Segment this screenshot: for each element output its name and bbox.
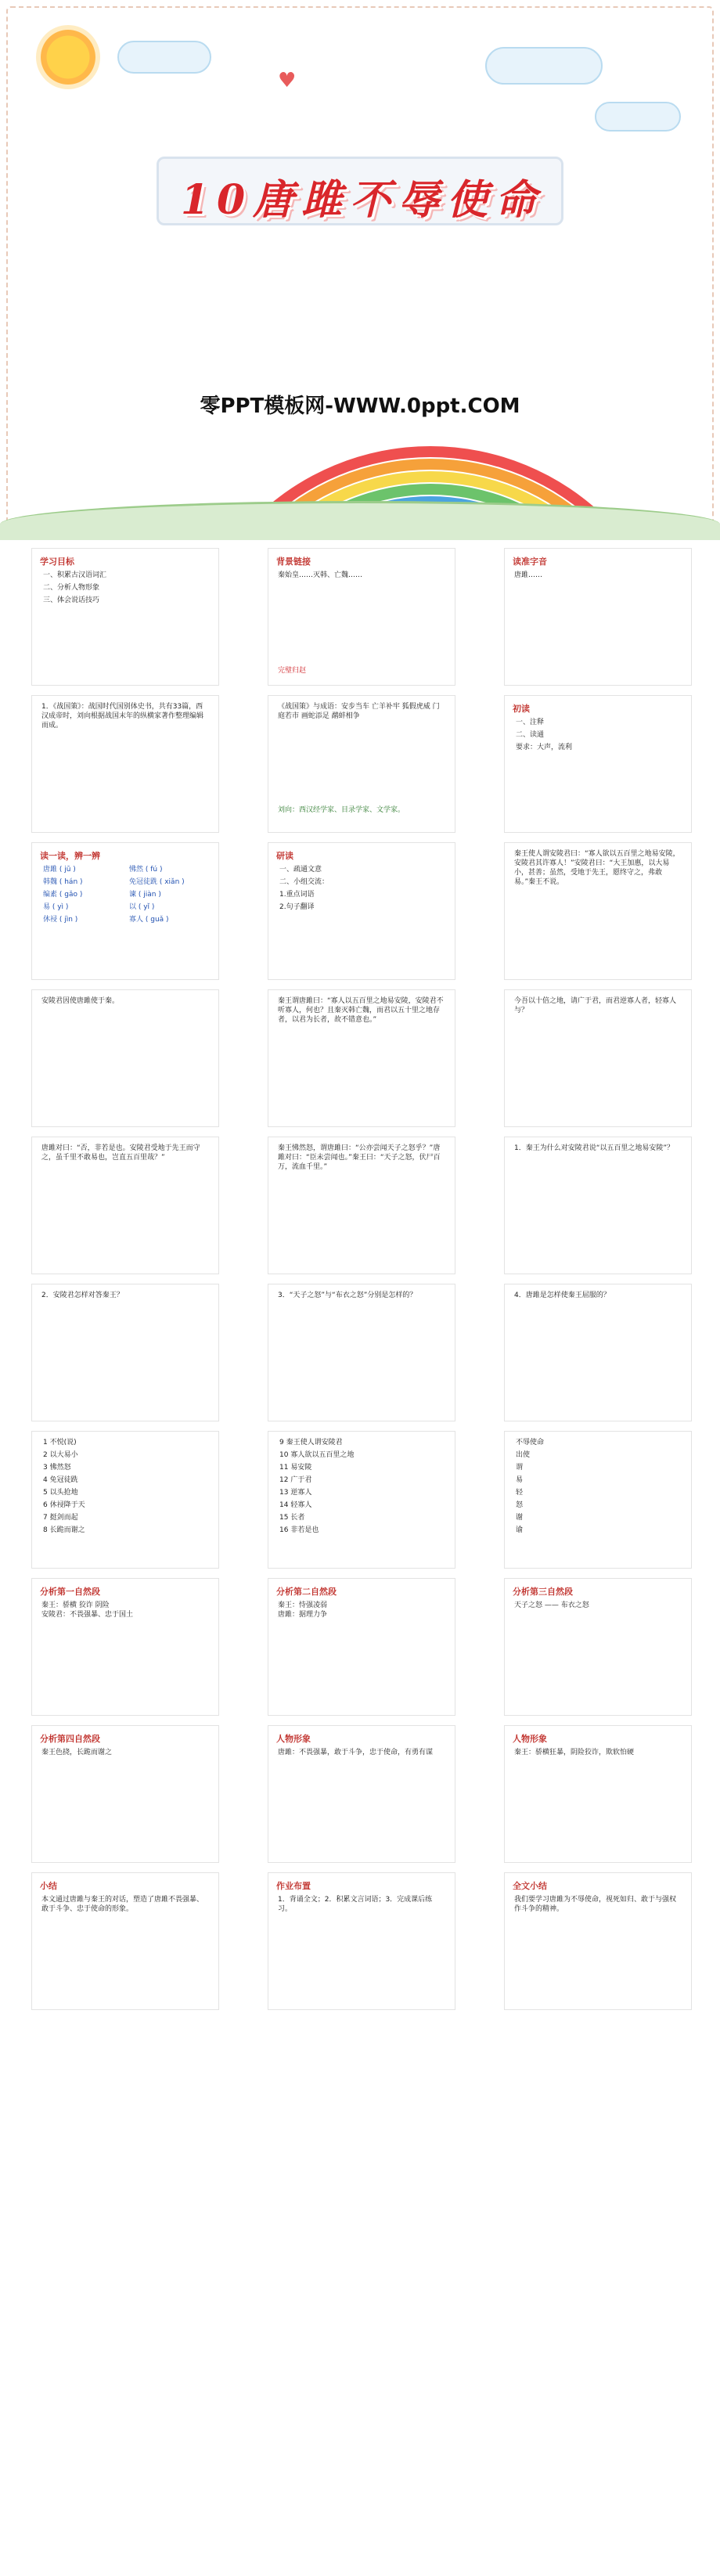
slide-text: 秦王谓唐雎曰：“寡人以五百里之地易安陵，安陵君不听寡人，何也？且秦灭韩亡魏，而君以五十里之地存者，以君为长者，故不错意也。”: [278, 997, 444, 1024]
pinyin-row: 韩魏 ( hán ): [43, 878, 83, 886]
slide-title: 小结: [40, 1881, 57, 1891]
slide-text: 1．秦王为什么对安陵君说“以五百里之地易安陵”？: [514, 1144, 675, 1152]
slide-text: 唐雎对曰：“否，非若是也。安陵君受地于先王而守之，虽千里不敢易也，岂直五百里哉？”: [41, 1144, 200, 1162]
slide-title: 全文小结: [513, 1881, 547, 1891]
slide-line: 二、读通: [516, 731, 545, 739]
slide-line: 5 以头抢地: [43, 1489, 78, 1497]
slide-goals[interactable]: [31, 548, 219, 686]
slide-line: 谓: [516, 1464, 524, 1472]
slide-text: 秦王怫然怒，谓唐雎曰：“公亦尝闻天子之怒乎？”唐雎对曰：“臣未尝闻也。”秦王曰：“天子之怒，伏尸百万，流血千里。”: [278, 1144, 441, 1171]
pinyin-row: 唐雎 ( jū ): [43, 866, 76, 874]
pinyin-row: 怫然 ( fú ): [129, 866, 163, 874]
pinyin-row: 寡人 ( guǎ ): [129, 916, 169, 924]
slide-line: 6 休祲降于天: [43, 1501, 85, 1509]
slide-text: 3．“天子之怒”与“布衣之怒”分别是怎样的？: [278, 1292, 417, 1299]
cover-slide: [0, 0, 720, 540]
cloud-icon: [117, 41, 211, 74]
slide-read1[interactable]: [504, 695, 692, 833]
slide-line: 轻: [516, 1489, 524, 1497]
slide-line: 要求：大声，流利: [516, 744, 573, 751]
slide-line: 3 怫然怒: [43, 1464, 71, 1472]
slide-line: 12 广于君: [279, 1476, 312, 1484]
slide-text: 唐雎……: [514, 571, 543, 579]
slide-line: 11 易安陵: [279, 1464, 312, 1472]
slide-line: 一、积累古汉语词汇: [43, 571, 107, 579]
slide-line: 易: [516, 1476, 524, 1484]
slide-idioms[interactable]: [504, 1431, 692, 1569]
pinyin-row: 休祲 ( jìn ): [43, 916, 78, 924]
slide-line: 16 非若是也: [279, 1526, 319, 1534]
slide-character1[interactable]: [268, 1725, 455, 1863]
slide-title: 研读: [276, 851, 293, 861]
slide-author[interactable]: [504, 548, 692, 686]
slide-text: 我们要学习唐雎为不辱使命，视死如归、敢于与强权作斗争的精神。: [514, 1896, 677, 1913]
slide-ending[interactable]: [504, 1872, 692, 2010]
pinyin-row: 免冠徒跣 ( xiǎn ): [129, 878, 185, 886]
slide-title: 分析第四自然段: [40, 1734, 100, 1744]
cover-border: [6, 6, 714, 534]
slide-text: 2．安陵君怎样对答秦王？: [41, 1292, 124, 1299]
slide-text: 秦王色挠，长跪而谢之: [41, 1749, 113, 1756]
slide-translate2[interactable]: [504, 989, 692, 1127]
slide-title: 作业布置: [276, 1881, 311, 1891]
slide-line: 怒: [516, 1501, 524, 1509]
slide-analysis[interactable]: [31, 1578, 219, 1716]
slide-line: 1.重点词语: [279, 891, 315, 899]
slide-summary[interactable]: [31, 1872, 219, 2010]
sun-icon: [41, 30, 95, 85]
slide-q1[interactable]: [504, 1137, 692, 1274]
slide-line: 7 挺剑而起: [43, 1514, 78, 1522]
slide-character2[interactable]: [504, 1725, 692, 1863]
slide-passage2[interactable]: [31, 989, 219, 1127]
slide-q4[interactable]: [504, 1284, 692, 1421]
slide-text: 秦王：骄横 狡诈 阴险 安陵君：不畏强暴、忠于国土: [41, 1601, 134, 1619]
slide-text: 4．唐雎是怎样使秦王屈服的？: [514, 1292, 610, 1299]
slide-analysis2[interactable]: [268, 1578, 455, 1716]
slide-line: 二、分析人物形象: [43, 584, 100, 592]
slide-text: 秦王：恃强凌弱 唐雎：据理力争: [278, 1601, 328, 1619]
slide-line: 10 寡人欲以五百里之地: [279, 1451, 355, 1459]
slide-homework[interactable]: [268, 1872, 455, 2010]
slide-line: 一、疏通文意: [279, 866, 322, 874]
slide-line: 谕: [516, 1526, 524, 1534]
slide-knowledge[interactable]: [268, 695, 455, 833]
slide-q2[interactable]: [31, 1284, 219, 1421]
slide-line: 8 长跪而谢之: [43, 1526, 85, 1534]
slide-text: 《战国策》与成语：安步当车 亡羊补牢 狐假虎威 门庭若市 画蛇添足 鹬蚌相争: [278, 703, 440, 720]
slide-text: 唐雎：不畏强暴，敢于斗争，忠于使命，有勇有谋: [278, 1749, 434, 1756]
slide-line: 15 长者: [279, 1514, 305, 1522]
slide-line: 谢: [516, 1514, 524, 1522]
slide-q3[interactable]: [268, 1284, 455, 1421]
pinyin-row: 编素 ( gǎo ): [43, 891, 83, 899]
slide-text: 秦王使人谓安陵君曰：“寡人欲以五百里之地易安陵，安陵君其许寡人！”安陵君曰：“大王加惠，以大易小，甚善；虽然，受地于先王，愿终守之，弗敢易。”秦王不说。: [514, 850, 680, 886]
slide-caption: 完璧归赵: [278, 667, 307, 675]
slide-title: 读一读，辨一辨: [40, 851, 100, 861]
slide-text: 1．背诵全文；2．积累文言词语；3．完成课后练习。: [278, 1896, 433, 1913]
slide-line: 2.句子翻译: [279, 903, 315, 911]
cloud-icon: [485, 47, 603, 85]
slide-title: 人物形象: [513, 1734, 547, 1744]
slide-read2[interactable]: [268, 842, 455, 980]
slide-title: 分析第二自然段: [276, 1587, 337, 1597]
slide-title: 分析第一自然段: [40, 1587, 100, 1597]
slide-words1[interactable]: [31, 1431, 219, 1569]
slide-passage1[interactable]: [504, 842, 692, 980]
slide-title: 分析第三自然段: [513, 1587, 573, 1597]
pinyin-row: 以 ( yǐ ): [129, 903, 155, 911]
slide-text: 今吾以十倍之地，请广于君，而君逆寡人者，轻寡人与？: [514, 997, 677, 1014]
slide-guoce[interactable]: [31, 695, 219, 833]
slide-analysis4[interactable]: [31, 1725, 219, 1863]
slide-translate3[interactable]: [31, 1137, 219, 1274]
pinyin-row: 谏 ( jiàn ): [129, 891, 161, 899]
slide-line: 9 秦王使人谓安陵君: [279, 1439, 343, 1447]
slide-title: 学习目标: [40, 557, 74, 567]
heart-icon: ♥: [278, 69, 297, 92]
slide-line: 一、注释: [516, 719, 545, 726]
slide-text: 秦始皇……灭韩、亡魏……: [278, 571, 363, 579]
slide-line: 2 以大易小: [43, 1451, 78, 1459]
slide-background[interactable]: [268, 548, 455, 686]
cover-title: 10唐雎不辱使命: [180, 176, 545, 224]
slide-translate1[interactable]: [268, 989, 455, 1127]
slide-title: 初读: [513, 704, 530, 714]
slide-title: 读准字音: [513, 557, 547, 567]
slide-extra: 刘向：西汉经学家、目录学家、文学家。: [278, 806, 405, 814]
slide-pinyin[interactable]: [31, 842, 219, 980]
slide-line: 二、小组交流：: [279, 878, 329, 886]
slide-line: 4 免冠徒跣: [43, 1476, 78, 1484]
slide-text: 秦王：骄横狂暴，阴险狡诈，欺软怕硬: [514, 1749, 635, 1756]
slide-line: 不辱使命: [516, 1439, 545, 1447]
slide-translate4[interactable]: [268, 1137, 455, 1274]
slide-line: 1 不悦(说): [43, 1439, 77, 1447]
slide-words2[interactable]: [268, 1431, 455, 1569]
slide-analysis3[interactable]: [504, 1578, 692, 1716]
title-band: [157, 157, 563, 225]
pinyin-row: 易 ( yì ): [43, 903, 69, 911]
slide-line: 出使: [516, 1451, 531, 1459]
slide-title: 背景链接: [276, 557, 311, 567]
cloud-icon: [595, 102, 681, 132]
slide-line: 三、体会说话技巧: [43, 596, 100, 604]
watermark-text: 零PPT模板网-WWW.0ppt.COM: [200, 395, 520, 418]
slide-line: 13 逆寡人: [279, 1489, 312, 1497]
slide-text: 1．《战国策》：战国时代国别体史书，共有33篇，西汉成帝时，刘向根据战国末年的纵横家著作整理编辑而成。: [41, 703, 204, 730]
slide-text: 天子之怒 —— 布衣之怒: [514, 1601, 589, 1609]
slide-text: 安陵君因使唐雎使于秦。: [41, 997, 120, 1005]
slide-text: 本文通过唐雎与秦王的对话，塑造了唐雎不畏强暴、敢于斗争、忠于使命的形象。: [41, 1896, 204, 1913]
slide-title: 人物形象: [276, 1734, 311, 1744]
slide-line: 14 轻寡人: [279, 1501, 312, 1509]
